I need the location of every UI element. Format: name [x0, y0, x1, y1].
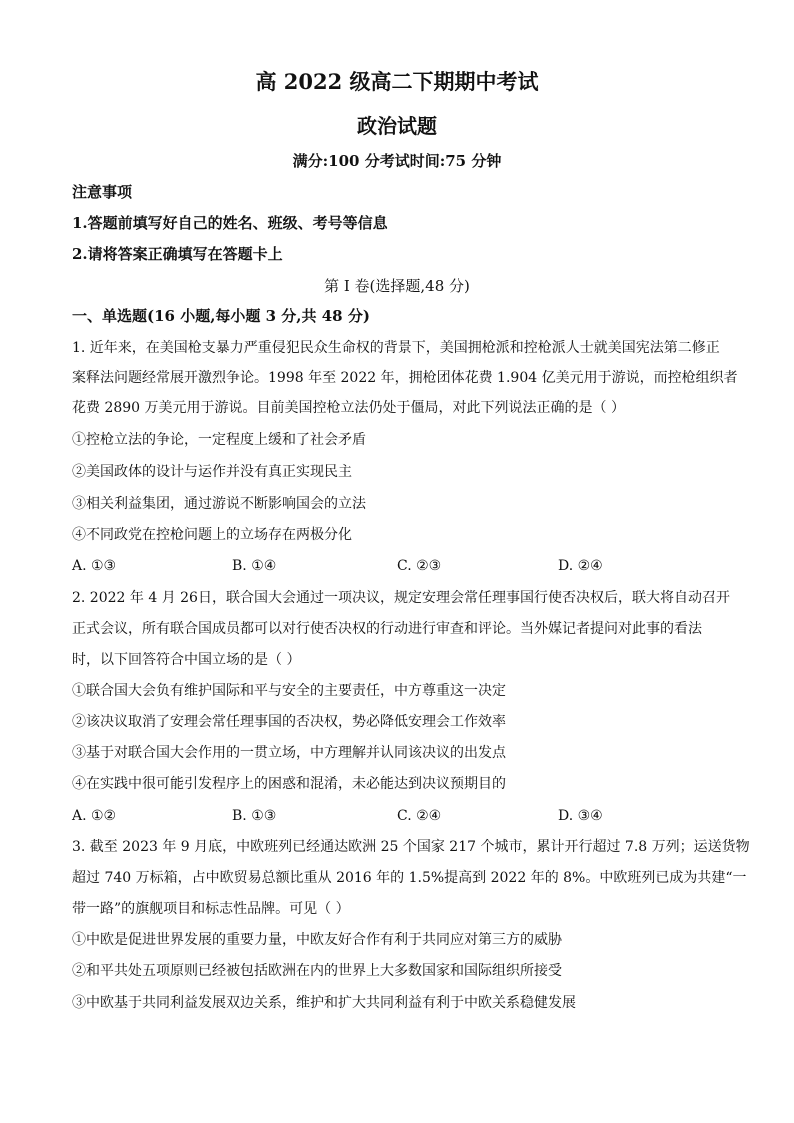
question-option: ①联合国大会负有维护国际和平与安全的主要责任，中方尊重这一决定 — [72, 683, 506, 699]
question-stem-line: 带一路”的旗舰项目和标志性品牌。可见（ ） — [72, 901, 350, 917]
question-option: ②该决议取消了安理会常任理事国的否决权，势必降低安理会工作效率 — [72, 714, 506, 730]
question-option: ④在实践中很可能引发程序上的困惑和混淆，未必能达到决议预期目的 — [72, 776, 506, 792]
section-heading: 一、单选题(16 小题,每小题 3 分,共 48 分) — [72, 307, 370, 325]
choice-c: C. ②③ — [397, 558, 442, 574]
choice-d: D. ②④ — [558, 558, 603, 574]
volume-heading: 第 I 卷(选择题,48 分) — [324, 277, 470, 295]
question-stem-line: 2. 2022 年 4 月 26日，联合国大会通过一项决议，规定安理会常任理事国行使否决权后，联大将自动召开 — [72, 590, 730, 606]
question-option: ③相关利益集团，通过游说不断影响国会的立法 — [72, 496, 366, 512]
score-time-info: 满分:100 分考试时间:75 分钟 — [292, 152, 502, 170]
question-stem-line: 正式会议，所有联合国成员都可以对行使否决权的行动进行审查和评论。当外媒记者提问对此事的看法 — [72, 621, 702, 637]
choice-b: B. ①③ — [232, 808, 277, 824]
choice-a: A. ①③ — [72, 558, 117, 574]
question-option: ③中欧基于共同利益发展双边关系，维护和扩大共同利益有利于中欧关系稳健发展 — [72, 995, 576, 1011]
choice-a: A. ①② — [72, 808, 117, 824]
question-stem-line: 超过 740 万标箱，占中欧贸易总额比重从 2016 年的 1.5%提高到 2022 年的 8%。中欧班列已成为共建“一 — [72, 870, 747, 886]
question-option: ②美国政体的设计与运作并没有真正实现民主 — [72, 464, 352, 480]
question-option: ②和平共处五项原则已经被包括欧洲在内的世界上大多数国家和国际组织所接受 — [72, 963, 562, 979]
choice-b: B. ①④ — [232, 558, 277, 574]
exam-subject: 政治试题 — [357, 114, 437, 138]
question-stem-line: 1. 近年来，在美国枪支暴力严重侵犯民众生命权的背景下，美国拥枪派和控枪派人士就美国宪法第二修正 — [72, 340, 720, 356]
question-option: ④不同政党在控枪问题上的立场存在两极分化 — [72, 527, 352, 543]
question-stem-line: 案释法问题经常展开激烈争论。1998 年至 2022 年，拥枪团体花费 1.904 亿美元用于游说，而控枪组织者 — [72, 370, 738, 386]
note-item: 1.答题前填写好自己的姓名、班级、考号等信息 — [72, 214, 388, 232]
notes-heading: 注意事项 — [72, 183, 133, 201]
choice-d: D. ③④ — [558, 808, 603, 824]
question-stem-line: 3. 截至 2023 年 9 月底，中欧班列已经通达欧洲 25 个国家 217 个城市，累计开行超过 7.8 万列；运送货物 — [72, 839, 750, 855]
choice-c: C. ②④ — [397, 808, 442, 824]
question-option: ①中欧是促进世界发展的重要力量，中欧友好合作有利于共同应对第三方的威胁 — [72, 932, 562, 948]
exam-title: 高 2022 级高二下期期中考试 — [255, 69, 539, 94]
question-stem-line: 时，以下回答符合中国立场的是（ ） — [72, 652, 301, 668]
question-option: ③基于对联合国大会作用的一贯立场，中方理解并认同该决议的出发点 — [72, 745, 506, 761]
note-item: 2.请将答案正确填写在答题卡上 — [72, 245, 283, 263]
question-option: ①控枪立法的争论，一定程度上缓和了社会矛盾 — [72, 432, 366, 448]
question-stem-line: 花费 2890 万美元用于游说。目前美国控枪立法仍处于僵局，对此下列说法正确的是（ ） — [72, 400, 625, 416]
